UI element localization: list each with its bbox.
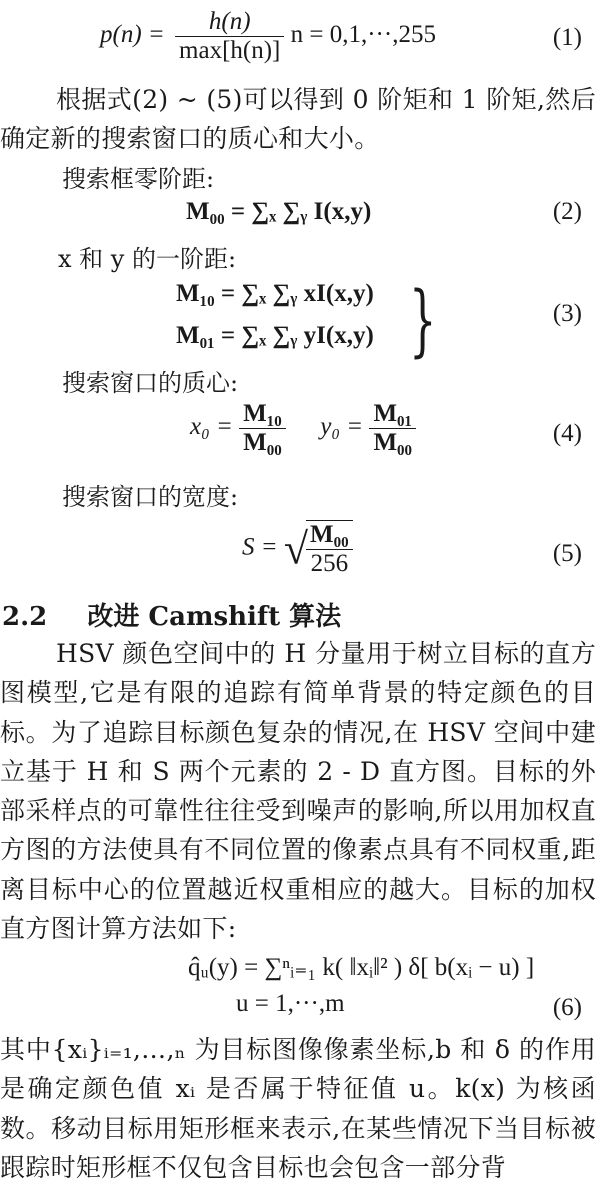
equation-5-lhs: S = [242,533,278,561]
equation-4-number: (4) [552,420,582,447]
equation-1-lhs: p(n) = [100,21,165,49]
equation-5 [242,520,353,578]
label-first-moment: x 和 y 的一阶距: [58,245,237,273]
equation-5-fraction [306,520,353,578]
equation-4-y0-denominator: M₀₀ [369,428,416,457]
paragraph-weighted-histogram: HSV 颜色空间中的 H 分量用于树立目标的直方图模型,它是有限的追踪有简单背景的特定颜色的目标。为了追踪目标颜色复杂的情况,在 HSV 空间中建立基于 H 和 S 两个元素的 2 - D 直方图。目标的外部采样点的可靠性往往受到噪声的影响,所以用加权直方图的方法使具有不同位置的像素点具有不同权重,距离目标中心的位置越近权重相应的越大。目标的加权直方图计算方法如下: [0,639,596,944]
equation-5-number: (5) [552,540,582,567]
equation-1-range: n = 0,1,···,255 [290,21,436,49]
equation-6-number: (6) [552,994,582,1021]
equation-3-line-1: M₁₀ = ∑ₓ ∑ᵧ xI(x,y) [176,280,374,307]
equation-4-x0-denominator: M₀₀ [239,428,286,457]
equation-1-denominator: max[h(n)] [175,36,284,65]
equation-4-y0: y₀ = [320,413,364,441]
equation-1 [100,8,436,65]
equation-3-brace: } [409,276,437,366]
equation-4-y0-numerator: M₀₁ [373,400,413,427]
equation-4-x0: x₀ = [190,413,233,441]
paragraph-moments-intro: 根据式(2) ~ (5)可以得到 0 阶矩和 1 阶矩,然后确定新的搜索窗口的质心和大小。 [0,85,596,154]
equation-6-line-1: q̂ᵤ(y) = ∑ⁿᵢ₌₁ k( ‖xᵢ‖² ) δ[ b(xᵢ − u) ] [188,954,535,981]
equation-1-fraction [175,8,284,65]
equation-2-number: (2) [552,198,582,225]
label-zero-moment: 搜索框零阶距: [62,165,215,193]
label-window-width: 搜索窗口的宽度: [62,483,239,511]
section-number: 2.2 [2,602,48,632]
section-heading [2,596,341,633]
equation-4 [190,400,416,457]
paragraph-kernel-description: 其中{xᵢ}ᵢ₌₁,…,ₙ 为目标图像像素坐标,b 和 δ 的作用是确定颜色值 xᵢ 是否属于特征值 u。k(x) 为核函数。移动目标用矩形框来表示,在某些情况下当目标被跟踪时矩形框不仅包含目标也会包含一部分背 [0,1035,596,1182]
equation-1-numerator: h(n) [208,8,251,35]
equation-4-y0-fraction [369,400,416,457]
equation-4-x0-fraction [239,400,286,457]
section-title: 改进 Camshift 算法 [87,602,342,632]
label-centroid: 搜索窗口的质心: [62,369,239,397]
equation-4-x0-numerator: M₁₀ [243,400,282,427]
equation-6-line-2: u = 1,···,m [236,990,345,1017]
sqrt-icon: √ [283,524,309,574]
equation-1-number: (1) [552,24,582,51]
equation-3-line-2: M₀₁ = ∑ₓ ∑ᵧ yI(x,y) [176,322,374,349]
equation-5-denominator: 256 [306,549,353,578]
equation-5-numerator: M₀₀ [310,521,349,548]
equation-2: M₀₀ = ∑ₓ ∑ᵧ I(x,y) [186,198,372,225]
equation-3-number: (3) [552,300,582,327]
